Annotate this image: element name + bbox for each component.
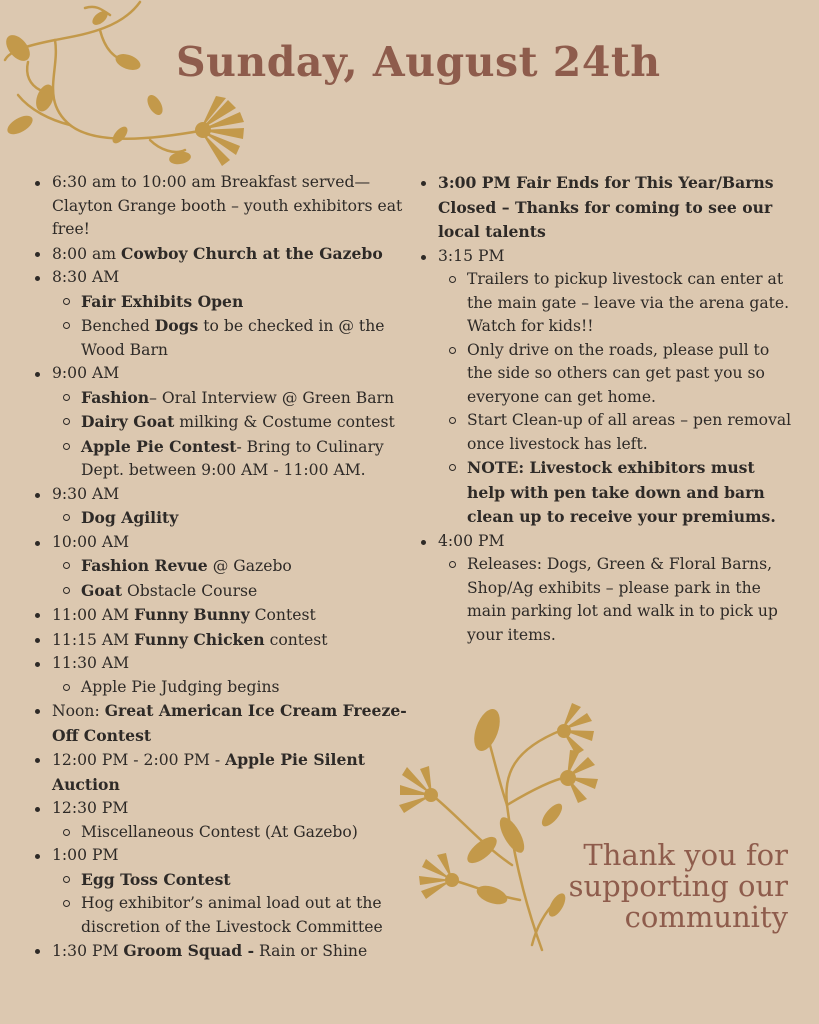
list-sub-item: Only drive on the roads, please pull to the side so others can get past you so everyone can get home. [438,339,792,410]
list-sub-item: Fair Exhibits Open [52,290,416,315]
list-item: 12:00 PM - 2:00 PM - Apple Pie Silent Auction [26,748,416,797]
list-item: 12:30 PM Miscellaneous Contest (At Gazebo) [26,797,416,844]
list-sub-item: Fashion– Oral Interview @ Green Barn [52,386,416,411]
list-item: 11:00 AM Funny Bunny Contest [26,603,416,628]
list-sub-item: Benched Dogs to be checked in @ the Wood Barn [52,314,416,362]
floral-branch-icon [0,0,250,175]
list-item: 6:30 am to 10:00 am Breakfast served—Clayton Grange booth – youth exhibitors eat free! [26,171,416,242]
list-item: 8:30 AM Fair Exhibits Open Benched Dogs to be checked in @ the Wood Barn [26,266,416,362]
list-sub-item: Goat Obstacle Course [52,579,416,604]
list-item: 10:00 AM Fashion Revue @ Gazebo Goat Obstacle Course [26,531,416,604]
list-sub-item: Dairy Goat milking & Costume contest [52,410,416,435]
list-item: 3:15 PM Trailers to pickup livestock can enter at the main gate – leave via the arena gate. Watch for kids!! Only drive on the roads, please pull to the side so others can get past you so everyone can get home. Start Clean-up of all areas – pen removal once livestock has left. NOTE: Livestock exhibitors must help with pen take down and barn clean up to receive your premiums. [412,245,792,530]
list-sub-item: Hog exhibitor’s animal load out at the discretion of the Livestock Committee [52,892,416,939]
list-sub-item: Apple Pie Contest- Bring to Culinary Dept. between 9:00 AM - 11:00 AM. [52,435,416,483]
list-item: 11:15 AM Funny Chicken contest [26,628,416,653]
list-item: Noon: Great American Ice Cream Freeze-Off Contest [26,699,416,748]
list-sub-item: Releases: Dogs, Green & Floral Barns, Shop/Ag exhibits – please park in the main parking lot and walk in to pick up your items. [438,553,792,647]
list-sub-item: Trailers to pickup livestock can enter at the main gate – leave via the arena gate. Watch for kids!! [438,268,792,339]
list-item: 3:00 PM Fair Ends for This Year/Barns Closed – Thanks for coming to see our local talents [412,171,792,245]
page-title: Sunday, August 24th [176,38,661,86]
list-item: 1:00 PM Egg Toss Contest Hog exhibitor’s animal load out at the discretion of the Livestock Committee [26,844,416,939]
list-item: 11:30 AM Apple Pie Judging begins [26,652,416,699]
list-sub-item: Fashion Revue @ Gazebo [52,554,416,579]
list-sub-item: Start Clean-up of all areas – pen removal once livestock has left. [438,409,792,456]
list-sub-item: Egg Toss Contest [52,868,416,893]
schedule-left-column [26,171,416,964]
list-item: 1:30 PM Groom Squad - Rain or Shine [26,939,416,964]
list-item: 9:30 AM Dog Agility [26,483,416,531]
list-item: 8:00 am Cowboy Church at the Gazebo [26,242,416,267]
thank-you-message: Thank you for supporting our community [568,838,788,934]
list-item: 9:00 AM Fashion– Oral Interview @ Green Barn Dairy Goat milking & Costume contest Apple Pie Contest- Bring to Culinary Dept. between 9:00 AM - 11:00 AM. [26,362,416,483]
schedule-right-column [412,171,792,647]
list-sub-item: Apple Pie Judging begins [52,676,416,700]
list-sub-item: Dog Agility [52,506,416,531]
list-sub-item: NOTE: Livestock exhibitors must help with pen take down and barn clean up to receive your premiums. [438,456,792,530]
list-sub-item: Miscellaneous Contest (At Gazebo) [52,821,416,845]
list-item: 4:00 PM Releases: Dogs, Green & Floral Barns, Shop/Ag exhibits – please park in the main parking lot and walk in to pick up your items. [412,530,792,648]
